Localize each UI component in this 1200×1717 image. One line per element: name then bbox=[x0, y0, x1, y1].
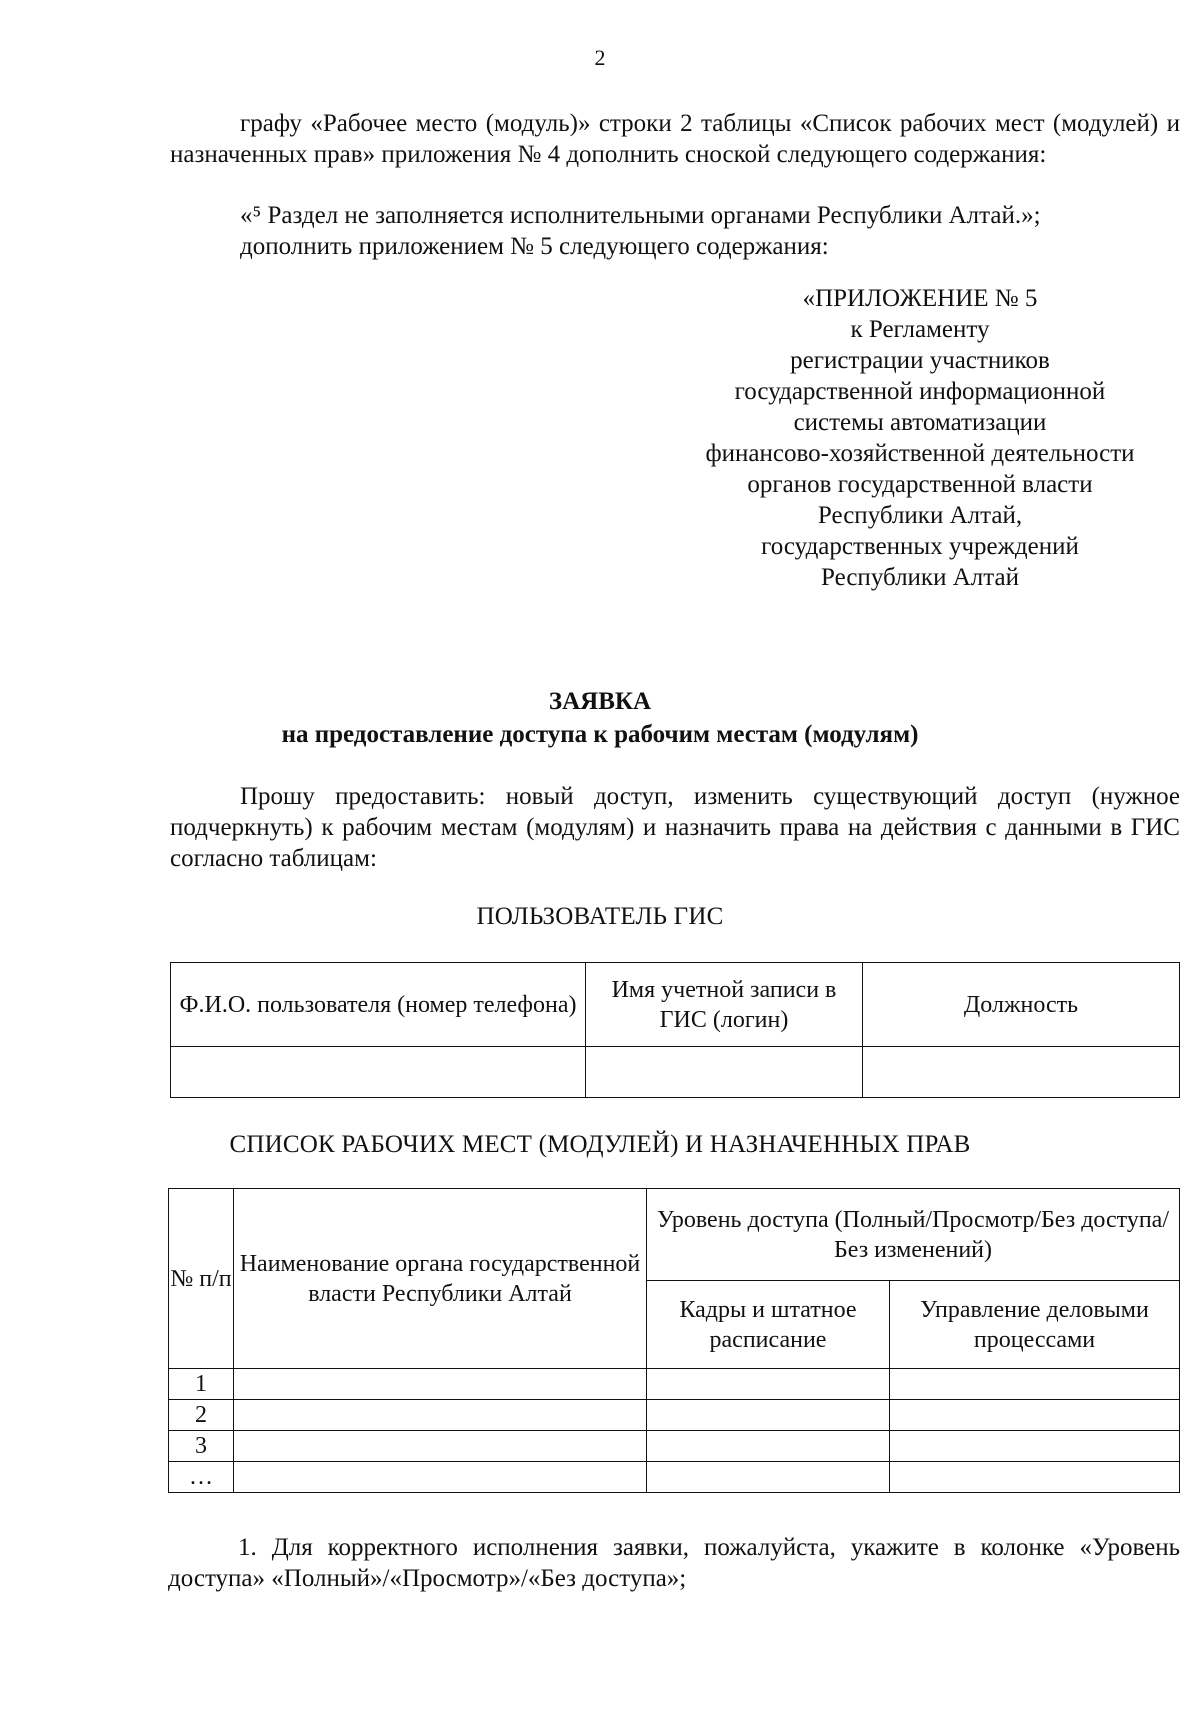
header-business-processes: Управление деловыми процессами bbox=[890, 1281, 1180, 1369]
appendix-line: Республики Алтай, bbox=[817, 502, 1023, 529]
appendix-line: Республики Алтай bbox=[821, 564, 1019, 591]
bp-access-cell[interactable] bbox=[890, 1369, 1180, 1400]
user-table-title: ПОЛЬЗОВАТЕЛЬ ГИС bbox=[476, 903, 724, 930]
header-organization: Наименование органа государственной власти Республики Алтай bbox=[234, 1189, 647, 1369]
organization-cell[interactable] bbox=[234, 1431, 647, 1462]
request-title: ЗАЯВКА bbox=[548, 688, 652, 715]
request-subtitle: на предоставление доступа к рабочим местам (модулям) bbox=[281, 721, 919, 748]
header-hr-staffing: Кадры и штатное расписание bbox=[647, 1281, 890, 1369]
bp-access-cell[interactable] bbox=[890, 1431, 1180, 1462]
position-cell[interactable] bbox=[863, 1047, 1180, 1098]
hr-access-cell[interactable] bbox=[647, 1369, 890, 1400]
organization-cell[interactable] bbox=[234, 1369, 647, 1400]
row-number: 1 bbox=[169, 1369, 234, 1400]
user-table bbox=[170, 962, 1180, 1098]
header-full-name: Ф.И.О. пользователя (номер телефона) bbox=[171, 963, 586, 1047]
header-login: Имя учетной записи в ГИС (логин) bbox=[586, 963, 863, 1047]
appendix-line: государственных учреждений bbox=[761, 533, 1079, 560]
appendix-line: регистрации участников bbox=[790, 347, 1050, 374]
appendix-header bbox=[660, 283, 1180, 593]
organization-cell[interactable] bbox=[234, 1400, 647, 1431]
login-cell[interactable] bbox=[586, 1047, 863, 1098]
appendix-line: финансово-хозяйственной деятельности bbox=[705, 440, 1135, 467]
header-position: Должность bbox=[863, 963, 1180, 1047]
appendix-line: «ПРИЛОЖЕНИЕ № 5 bbox=[802, 285, 1038, 312]
hr-access-cell[interactable] bbox=[647, 1431, 890, 1462]
bp-access-cell[interactable] bbox=[890, 1400, 1180, 1431]
organization-cell[interactable] bbox=[234, 1462, 647, 1493]
full-name-cell[interactable] bbox=[171, 1047, 586, 1098]
intro-paragraph-3: дополнить приложением № 5 следующего содержания: bbox=[240, 233, 829, 260]
request-body: Прошу предоставить: новый доступ, изменить существующий доступ (нужное подчеркнуть) к рабочим местам (модулям) и назначить права на действия с данными в ГИС согласно таблицам: bbox=[170, 783, 1180, 872]
note-1: 1. Для корректного исполнения заявки, пожалуйста, укажите в колонке «Уровень доступа» «Полный»/«Просмотр»/«Без доступа»; bbox=[168, 1534, 1180, 1592]
hr-access-cell[interactable] bbox=[647, 1462, 890, 1493]
appendix-line: органов государственной власти bbox=[747, 471, 1093, 498]
hr-access-cell[interactable] bbox=[647, 1400, 890, 1431]
bp-access-cell[interactable] bbox=[890, 1462, 1180, 1493]
header-row-number: № п/п bbox=[169, 1189, 234, 1369]
row-number: … bbox=[169, 1462, 234, 1493]
row-number: 3 bbox=[169, 1431, 234, 1462]
appendix-line: государственной информационной bbox=[734, 378, 1106, 405]
page-number: 2 bbox=[594, 45, 606, 70]
intro-footnote-line: «⁵ Раздел не заполняется исполнительными органами Республики Алтай.»; bbox=[240, 202, 1041, 229]
modules-table-title: СПИСОК РАБОЧИХ МЕСТ (МОДУЛЕЙ) И НАЗНАЧЕННЫХ ПРАВ bbox=[229, 1131, 971, 1158]
modules-table bbox=[168, 1188, 1180, 1493]
appendix-line: к Регламенту bbox=[850, 316, 990, 343]
appendix-line: системы автоматизации bbox=[793, 409, 1047, 436]
row-number: 2 bbox=[169, 1400, 234, 1431]
intro-paragraph-1: графу «Рабочее место (модуль)» строки 2 таблицы «Список рабочих мест (модулей) и назначенных прав» приложения № 4 дополнить сноской следующего содержания: bbox=[170, 110, 1180, 168]
header-access-level: Уровень доступа (Полный/Просмотр/Без доступа/Без изменений) bbox=[647, 1189, 1180, 1281]
